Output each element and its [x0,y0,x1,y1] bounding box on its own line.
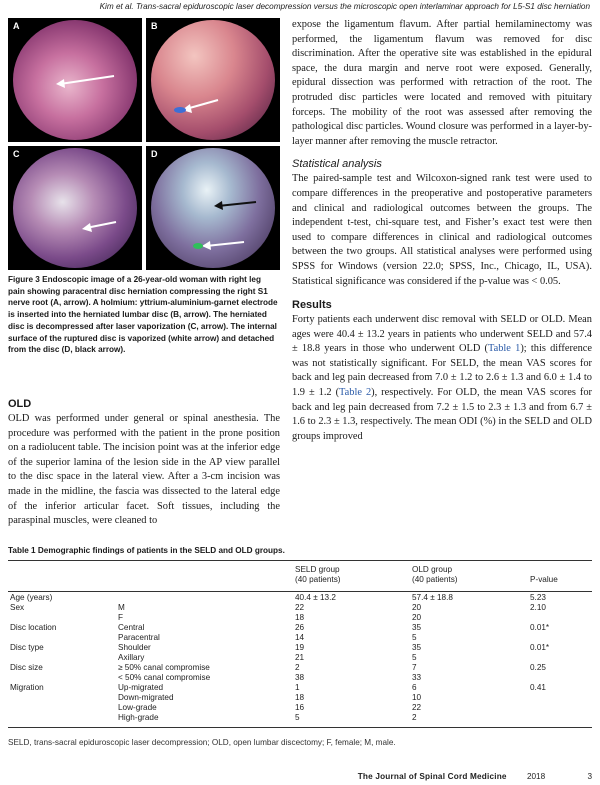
running-head: Kim et al. Trans-sacral epiduroscopic laser decompression versus the microscopic open interlaminar approach for L5-S1 disc herniation [99,2,590,11]
panel-label: C [13,149,20,159]
table-footnote: SELD, trans-sacral epiduroscopic laser decompression; OLD, open lumbar discectomy; F, female; M, male. [8,738,396,747]
table-row [8,653,592,663]
old-value: 5 [412,633,417,642]
endoscopic-image-b [146,18,280,142]
old-value: 10 [412,693,422,702]
table-1-link[interactable]: Table 1 [487,343,521,355]
figure-3 [8,18,280,270]
row-sublabel: Up-migrated [118,683,164,692]
old-value: 20 [412,613,422,622]
table-row [8,593,592,603]
old-value: 33 [412,673,422,682]
row-sublabel: F [118,613,124,622]
arrow-icon [8,146,142,270]
old-section [8,398,280,529]
table-row [8,633,592,643]
p-value: 5.23 [530,593,546,602]
column-header-seld: SELD group (40 patients) [295,565,341,584]
table-body [8,592,592,727]
row-sublabel: High-grade [118,713,159,722]
row-sublabel: ≥ 50% canal compromise [118,663,210,672]
row-sublabel: Central [118,623,145,632]
old-value: 20 [412,603,422,612]
seld-value: 16 [295,703,305,712]
arrow-icon [8,18,142,142]
seld-value: 5 [295,713,300,722]
row-label: Disc size [10,663,43,672]
row-sublabel: M [118,603,125,612]
row-sublabel: Shoulder [118,643,151,652]
body-paragraph: expose the ligamentum flavum. After partial hemilaminectomy was performed, the ligamentum flavum was removed for disc discrimination. After the operative site was established in the epidural space, the dura margin and nerve root were exposed. Generally, epidural dissection was performed with retraction of the root. The protruded disc particles were located and removed with pituitary forceps. The mobility of the root was assessed after removing the pathological disc particles. Wound closure was performed in a layer-by-layer manner after removing the muscle retractor. [292,19,592,147]
table-row [8,623,592,633]
old-value: 7 [412,663,417,672]
endoscopic-image-a [8,18,142,142]
table-1 [8,560,592,728]
body-paragraph: The paired-sample test and Wilcoxon-signed rank test were used to compare differences in the preoperative and postoperative parameters and clinical and radiological outcomes between the groups. The independent t-test, chi-square test, and Fisher’s exact test were then used to compare differences in clinical and radiological outcomes between the two groups. All statistical analyses were performed using SPSS for Windows (version 22.0; SPSS, Inc., Chicago, IL, USA). Statistical significance was considered if the p-value was < 0.05. [292,173,592,287]
seld-value: 19 [295,643,305,652]
seld-value: 14 [295,633,305,642]
arrow-icon [146,18,280,142]
p-value: 0.01* [530,623,550,632]
row-sublabel: Paracentral [118,633,160,642]
row-sublabel: Low-grade [118,703,157,712]
seld-value: 18 [295,693,305,702]
figure-caption: Figure 3 Endoscopic image of a 26-year-old woman with right leg pain showing paracentral disc herniation compressing the right S1 nerve root (A, arrow). A holmium: yttrium-aluminium-garnet electrode is inserted into the herniated lumbar disc (B, arrow). The herniated disc is decompressed after laser vaporization (C, arrow). The internal surface of the ruptured disc is vaporized (white arrow) and detached from the disc (D, black arrow). [8,275,278,355]
row-sublabel: Down-migrated [118,693,174,702]
seld-value: 1 [295,683,300,692]
panel-label: D [151,149,158,159]
p-value: 0.41 [530,683,546,692]
table-row [8,613,592,623]
table-header [8,561,592,591]
section-heading: OLD [8,398,32,410]
table-row [8,703,592,713]
table-row [8,693,592,703]
page-footer [358,772,592,781]
seld-value: 2 [295,663,300,672]
seld-value: 38 [295,673,305,682]
p-value: 2.10 [530,603,546,612]
row-sublabel: < 50% canal compromise [118,673,211,682]
section-heading: Results [292,299,332,312]
table-row [8,603,592,613]
p-value: 0.01* [530,643,550,652]
old-value: 2 [412,713,417,722]
p-value: 0.25 [530,663,546,672]
old-value: 57.4 ± 18.8 [412,593,453,602]
table-row [8,713,592,723]
seld-value: 21 [295,653,305,662]
seld-value: 22 [295,603,305,612]
table-row [8,663,592,673]
table-2-link[interactable]: Table 2 [339,387,372,399]
journal-name: The Journal of Spinal Cord Medicine [357,772,507,781]
table-row [8,673,592,683]
seld-value: 40.4 ± 13.2 [295,593,336,602]
row-label: Migration [10,683,44,692]
table-row [8,683,592,693]
row-label: Disc location [10,623,57,632]
page-number: 3 [587,772,592,781]
row-label: Sex [10,603,25,612]
old-value: 5 [412,653,417,662]
right-column [292,18,592,444]
endoscopic-image-d [146,146,280,270]
old-value: 35 [412,643,422,652]
body-paragraph: OLD was performed under general or spinal anesthesia. The procedure was performed with the patient in the prone position on a radiolucent table. The incision point was at the inferior edge of the superior lamina of the lesion side in the AP view parallel to the disc space in the lateral view. After a 3-cm incision was made in the midline, the fascia was dissected to the lateral edge of the inferior articular facet. Soft tissues, including the paraspinal muscles, were cleaned to [8,413,280,527]
panel-label: B [151,21,158,31]
old-value: 6 [412,683,417,692]
seld-value: 18 [295,613,305,622]
table-row [8,643,592,653]
table-title: Table 1 Demographic findings of patients in the SELD and OLD groups. [8,546,285,555]
column-header-old: OLD group (40 patients) [412,565,458,584]
seld-value: 26 [295,623,305,632]
column-header-pvalue: P-value [530,575,558,584]
arrow-icon [146,146,280,270]
year: 2018 [526,772,546,781]
panel-label: A [13,21,20,31]
old-value: 35 [412,623,422,632]
old-value: 22 [412,703,422,712]
results-paragraph: Forty patients each underwent disc removal with SELD or OLD. Mean ages were 40.4 ± 13.2 years in patients who underwent SELD and 57.4 ± 18.8 years in those who underwent OLD (Table 1); this difference was not statistically significant. For SELD, the mean VAS scores for back and leg pain decreased from 7.0 ± 1.2 to 2.6 ± 1.3 and 6.0 ± 1.4 to 1.9 ± 1.2 (Table 2), respectively. For OLD, the mean VAS scores for back and leg pain decreased from 7.2 ± 1.5 to 2.3 ± 1.3 and from 6.7 ± 1.6 to 2.3 ± 1.3, respectively. The mean ODI (%) in the SELD and OLD groups improved [292,314,592,442]
row-sublabel: Axillary [118,653,145,662]
row-label: Disc type [10,643,44,652]
row-label: Age (years) [10,593,53,602]
section-heading: Statistical analysis [292,158,382,171]
endoscopic-image-c [8,146,142,270]
